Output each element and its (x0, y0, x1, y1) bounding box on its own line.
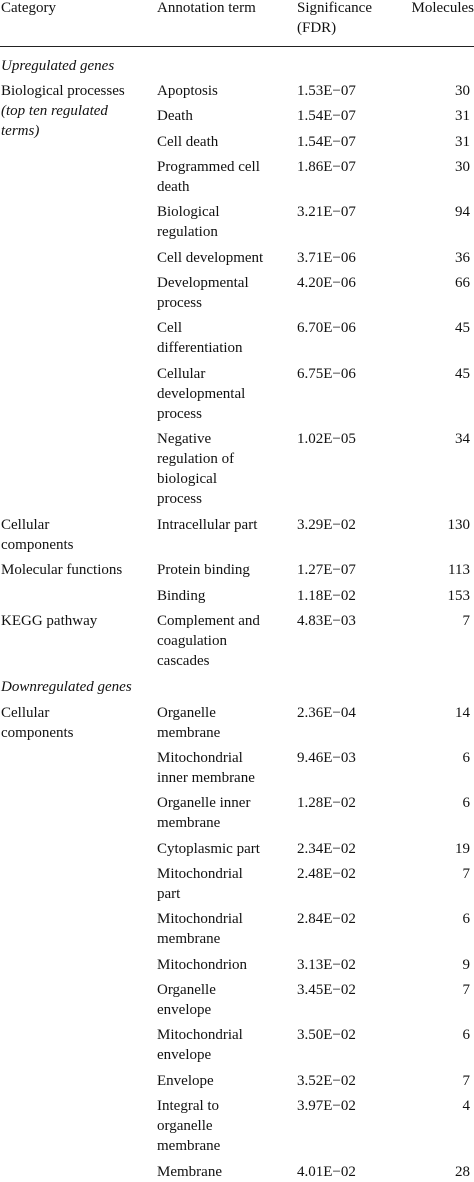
fdr-value: 1.27E−07 (297, 562, 356, 579)
fdr-value: 1.18E−02 (297, 587, 356, 604)
fdr-value: 4.01E−02 (297, 1163, 356, 1180)
annotation-term-line: process (157, 405, 202, 422)
molecule-count: 19 (455, 840, 470, 857)
category-line: KEGG pathway (1, 612, 98, 629)
annotation-term-line: process (157, 294, 202, 311)
annotation-term-line: envelope (157, 1047, 212, 1064)
header-molecules-label: Molecules (411, 0, 474, 16)
annotation-term-line: Organelle (157, 982, 216, 998)
category-line: Cellular (1, 517, 50, 533)
annotation-term-line: Negative (157, 431, 212, 448)
category-label (1, 703, 161, 743)
fdr-value: 3.21E−07 (297, 204, 356, 221)
annotation-term (157, 364, 299, 424)
annotation-term-line: Protein binding (157, 562, 250, 579)
category-line: components (1, 724, 74, 741)
annotation-term (157, 980, 299, 1020)
annotation-term-line: Apoptosis (157, 83, 218, 100)
fdr-value: 1.53E−07 (297, 83, 356, 100)
molecule-count: 14 (455, 704, 470, 721)
header-annotation-label: Annotation term (157, 0, 256, 16)
annotation-term (157, 81, 299, 101)
fdr-value: 6.75E−06 (297, 365, 356, 382)
annotation-term (157, 1071, 299, 1091)
annotation-term-line: Developmental (157, 274, 249, 291)
fdr-value: 1.54E−07 (297, 108, 356, 125)
section-title: Upregulated genes (1, 58, 115, 74)
annotation-term-line: Envelope (157, 1072, 214, 1089)
annotation-term (157, 839, 299, 859)
annotation-term-line: Mitochondrial (157, 911, 243, 928)
molecule-count: 36 (455, 249, 470, 266)
annotation-term-line: Mitochondrion (157, 956, 247, 973)
molecule-count: 7 (462, 612, 470, 629)
annotation-term (157, 157, 299, 197)
annotation-term-line: developmental (157, 385, 246, 402)
annotation-term (157, 909, 299, 949)
annotation-term-line: regulation of (157, 451, 235, 468)
annotation-term (157, 132, 299, 152)
fdr-value: 1.86E−07 (297, 158, 356, 175)
section-title: Downregulated genes (1, 679, 132, 696)
annotation-term-line: coagulation (157, 632, 227, 649)
annotation-term (157, 1096, 299, 1156)
annotation-term-line: process (157, 491, 202, 508)
fdr-value: 2.48E−02 (297, 866, 356, 882)
fdr-value: 4.20E−06 (297, 274, 356, 291)
annotation-term-line: Cell (157, 320, 182, 337)
fdr-value: 3.97E−02 (297, 1098, 356, 1114)
annotation-term (157, 586, 299, 606)
molecule-count: 31 (455, 108, 470, 125)
annotation-term-line: death (157, 178, 190, 195)
header-significance-label: Significance (297, 0, 372, 16)
annotation-term-line: membrane (157, 724, 221, 741)
annotation-term-line: Death (157, 108, 193, 125)
fdr-value: 2.84E−02 (297, 911, 356, 928)
annotation-term-line: Cytoplasmic part (157, 840, 260, 857)
molecule-count: 6 (462, 795, 470, 812)
header-category-label: Category (1, 0, 56, 16)
annotation-term (157, 748, 299, 788)
annotation-term (157, 106, 299, 126)
molecule-count: 30 (455, 83, 470, 100)
annotation-term-line: Mitochondrial (157, 1027, 243, 1044)
category-label (1, 560, 161, 580)
annotation-term-line: Biological (157, 204, 220, 221)
annotation-term (157, 955, 299, 975)
annotation-term-line: inner membrane (157, 770, 255, 786)
molecule-count: 94 (455, 204, 470, 221)
header-annotation (157, 0, 289, 18)
fdr-value: 3.45E−02 (297, 982, 356, 998)
annotation-term-line: membrane (157, 815, 221, 832)
molecule-count: 7 (462, 1072, 470, 1089)
annotation-term (157, 429, 299, 509)
molecule-count: 66 (455, 274, 470, 291)
molecule-count: 7 (462, 866, 470, 882)
annotation-term-line: membrane (157, 931, 221, 948)
fdr-value: 3.29E−02 (297, 517, 356, 533)
annotation-term-line: Integral to (157, 1098, 220, 1114)
annotation-term-line: Organelle (157, 704, 216, 721)
fdr-value: 3.13E−02 (297, 956, 356, 973)
molecule-count: 6 (462, 750, 470, 766)
annotation-term (157, 864, 299, 904)
category-label (1, 515, 161, 555)
annotation-term (157, 318, 299, 358)
category-label (1, 611, 161, 631)
molecule-count: 9 (462, 956, 470, 973)
annotation-term-line: Cell development (157, 249, 264, 266)
header-significance (297, 0, 393, 38)
annotation-term-line: part (157, 886, 181, 902)
molecule-count: 4 (462, 1098, 470, 1114)
fdr-value: 1.28E−02 (297, 795, 356, 812)
molecule-count: 6 (462, 911, 470, 928)
annotation-term-line: envelope (157, 1002, 212, 1018)
molecule-count: 45 (455, 365, 470, 382)
annotation-term-line: Binding (157, 587, 206, 604)
category-line: (top ten regulated (1, 103, 108, 120)
annotation-term-line: Organelle inner (157, 795, 251, 812)
header-category (1, 0, 151, 18)
annotation-term-line: Programmed cell (157, 158, 260, 175)
molecule-count: 7 (462, 982, 470, 998)
annotation-term (157, 202, 299, 242)
annotation-term (157, 611, 299, 671)
annotation-term-line: Membrane (157, 1163, 222, 1180)
header-molecules (394, 0, 474, 18)
fdr-value: 2.34E−02 (297, 840, 356, 857)
annotation-term-line: Mitochondrial (157, 750, 243, 766)
category-line: Molecular functions (1, 562, 123, 579)
fdr-value: 2.36E−04 (297, 704, 356, 721)
category-line: Cellular (1, 704, 50, 721)
annotation-term (157, 1025, 299, 1065)
annotation-term (157, 273, 299, 313)
category-line: Biological processes (1, 83, 125, 100)
fdr-value: 1.54E−07 (297, 133, 356, 150)
annotation-term-line: differentiation (157, 340, 243, 357)
annotation-term-line: regulation (157, 224, 218, 241)
fdr-value: 9.46E−03 (297, 750, 356, 766)
annotation-term-line: cascades (157, 652, 210, 669)
fdr-value: 1.02E−05 (297, 431, 356, 448)
category-line: components (1, 537, 74, 553)
annotation-term (157, 703, 299, 743)
fdr-value: 3.71E−06 (297, 249, 356, 266)
fdr-value: 4.83E−03 (297, 612, 356, 629)
molecule-count: 34 (455, 431, 470, 448)
annotation-term-line: Complement and (157, 612, 260, 629)
header-rule (0, 46, 474, 47)
fdr-value: 6.70E−06 (297, 320, 356, 337)
fdr-value: 3.52E−02 (297, 1072, 356, 1089)
molecule-count: 31 (455, 133, 470, 150)
header-significance-unit: (FDR) (297, 20, 337, 36)
annotation-term (157, 1162, 299, 1182)
annotation-term-line: membrane (157, 1138, 221, 1154)
molecule-count: 153 (447, 587, 470, 604)
molecule-count: 113 (448, 562, 470, 579)
annotation-term (157, 515, 299, 535)
molecule-count: 28 (455, 1163, 470, 1180)
category-label (1, 81, 161, 141)
annotation-term (157, 793, 299, 833)
annotation-term-line: organelle (157, 1118, 213, 1134)
annotation-term-line: Cell death (157, 133, 219, 150)
molecule-count: 30 (455, 158, 470, 175)
annotation-term-line: Intracellular part (157, 517, 258, 533)
molecule-count: 6 (462, 1027, 470, 1044)
molecule-count: 45 (455, 320, 470, 337)
annotation-term (157, 560, 299, 580)
annotation-term-line: Cellular (157, 365, 206, 382)
category-line: terms) (1, 123, 40, 140)
annotation-term-line: Mitochondrial (157, 866, 243, 882)
fdr-value: 3.50E−02 (297, 1027, 356, 1044)
molecule-count: 130 (447, 517, 470, 533)
annotation-term-line: biological (157, 471, 217, 488)
annotation-term (157, 248, 299, 268)
